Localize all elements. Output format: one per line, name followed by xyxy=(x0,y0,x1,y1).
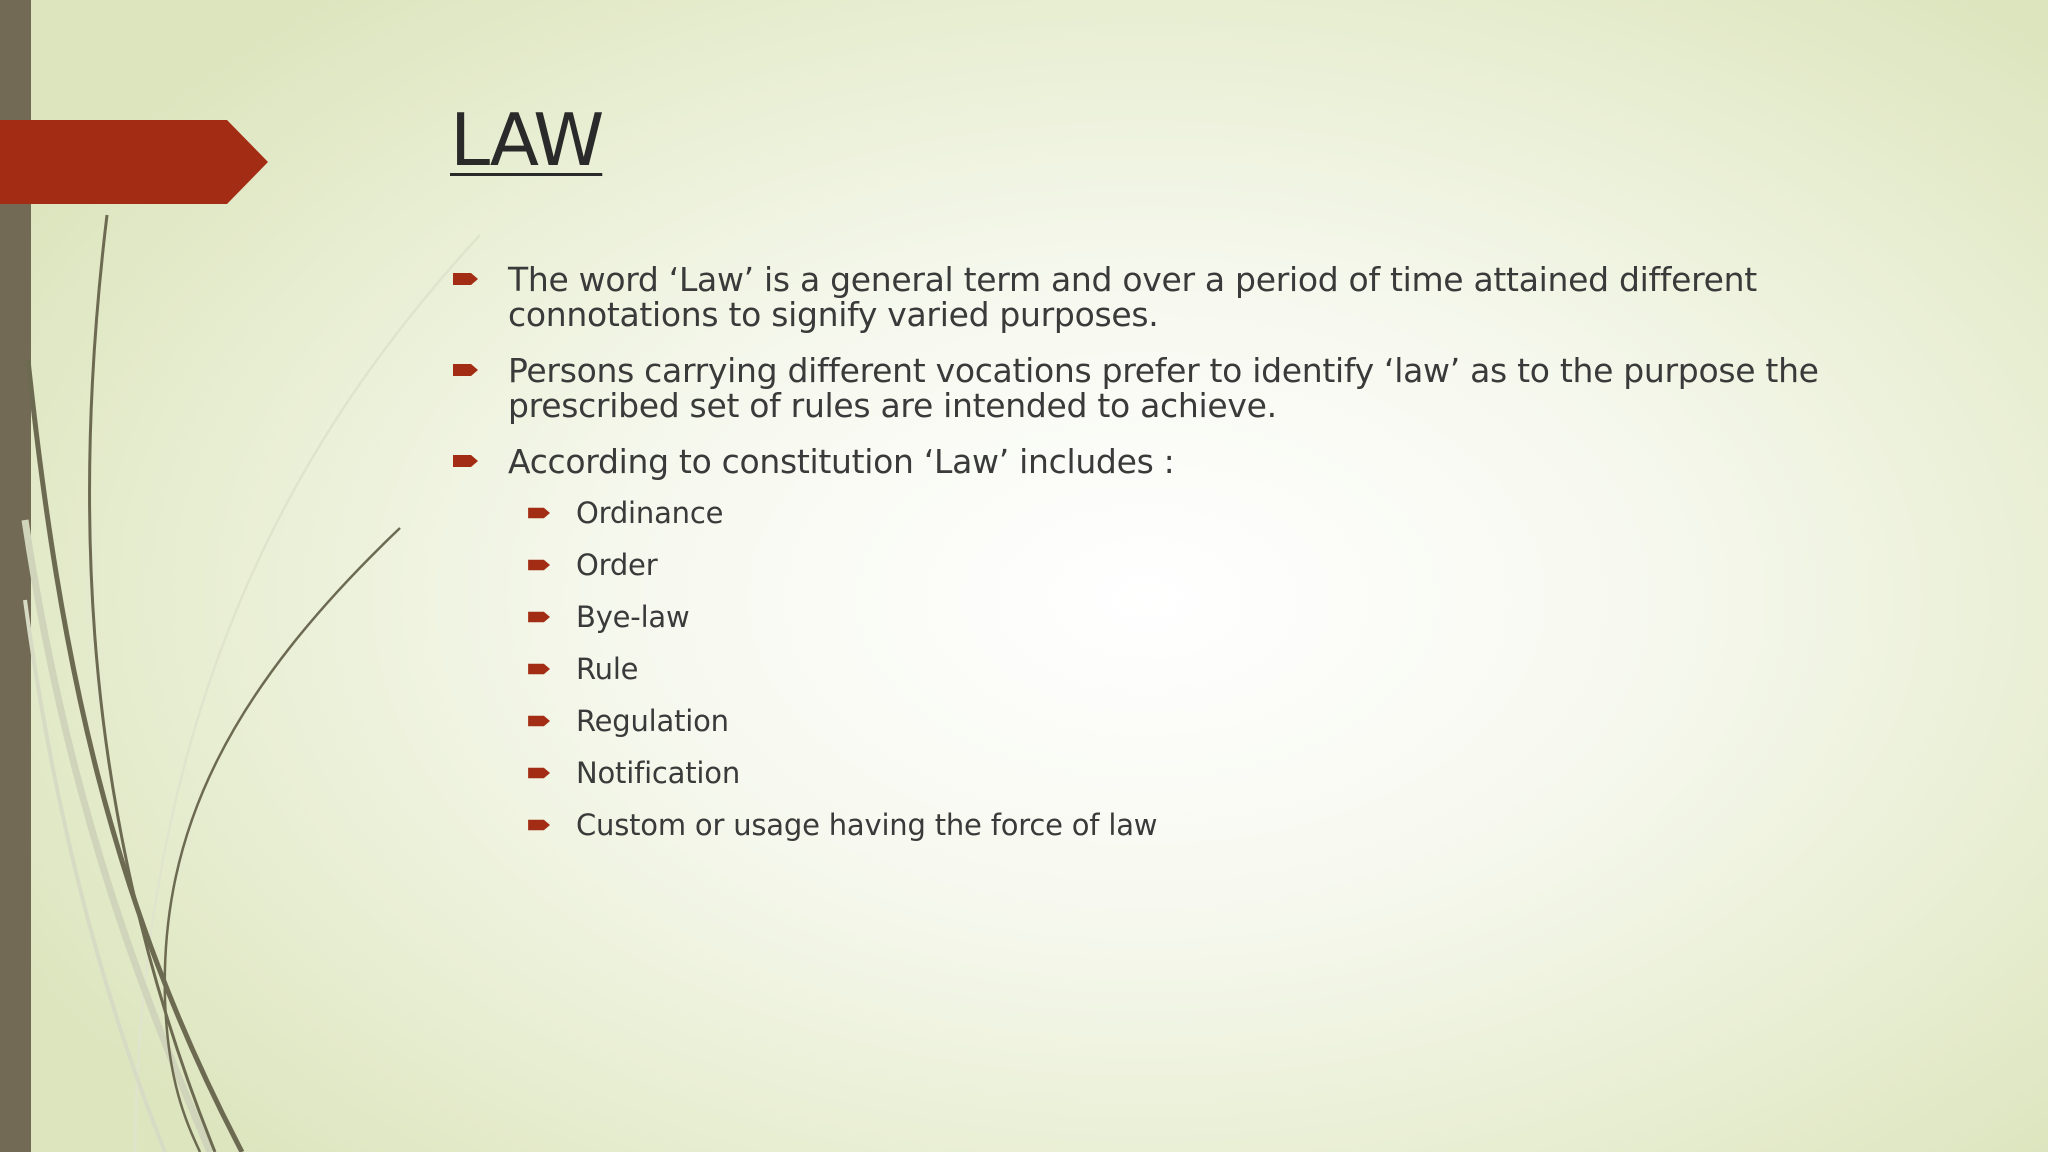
sub-bullet-text: Ordinance xyxy=(576,496,724,530)
bullet-item xyxy=(450,444,1900,479)
sub-bullet-text: Regulation xyxy=(576,704,729,738)
bullet-text: Persons carrying different vocations prefer to identify ‘law’ as to the purpose the prescribed set of rules are intended to achieve. xyxy=(508,351,1819,425)
sub-bullet-text: Custom or usage having the force of law xyxy=(576,808,1158,842)
sub-bullet-item xyxy=(450,598,1900,636)
bullet-item xyxy=(450,262,1900,332)
arrow-bullet-icon xyxy=(528,610,551,624)
bullet-text: The word ‘Law’ is a general term and over a period of time attained different connotations to signify varied purposes. xyxy=(508,260,1757,334)
arrow-bullet-icon xyxy=(453,453,479,469)
bullet-text: According to constitution ‘Law’ includes : xyxy=(508,442,1175,481)
sub-bullet-item xyxy=(450,702,1900,740)
sub-bullet-item xyxy=(450,650,1900,688)
arrow-bullet-icon xyxy=(528,818,551,832)
slide-body xyxy=(450,262,1900,858)
sub-bullet-text: Notification xyxy=(576,756,740,790)
arrow-bullet-icon xyxy=(528,662,551,676)
sub-bullet-text: Rule xyxy=(576,652,639,686)
arrow-bullet-icon xyxy=(453,271,479,287)
arrow-bullet-icon xyxy=(528,558,551,572)
arrow-bullet-icon xyxy=(528,714,551,728)
sub-bullet-text: Order xyxy=(576,548,658,582)
arrow-bullet-icon xyxy=(528,506,551,520)
sub-bullet-list xyxy=(450,494,1900,844)
slide-title: LAW xyxy=(450,98,603,182)
sub-bullet-item xyxy=(450,546,1900,584)
sub-bullet-item xyxy=(450,754,1900,792)
arrow-bullet-icon xyxy=(453,362,479,378)
title-arrow-tab xyxy=(0,120,268,204)
sub-bullet-item xyxy=(450,494,1900,532)
arrow-bullet-icon xyxy=(528,766,551,780)
bullet-item xyxy=(450,353,1900,423)
sub-bullet-text: Bye-law xyxy=(576,600,690,634)
sub-bullet-item xyxy=(450,806,1900,844)
